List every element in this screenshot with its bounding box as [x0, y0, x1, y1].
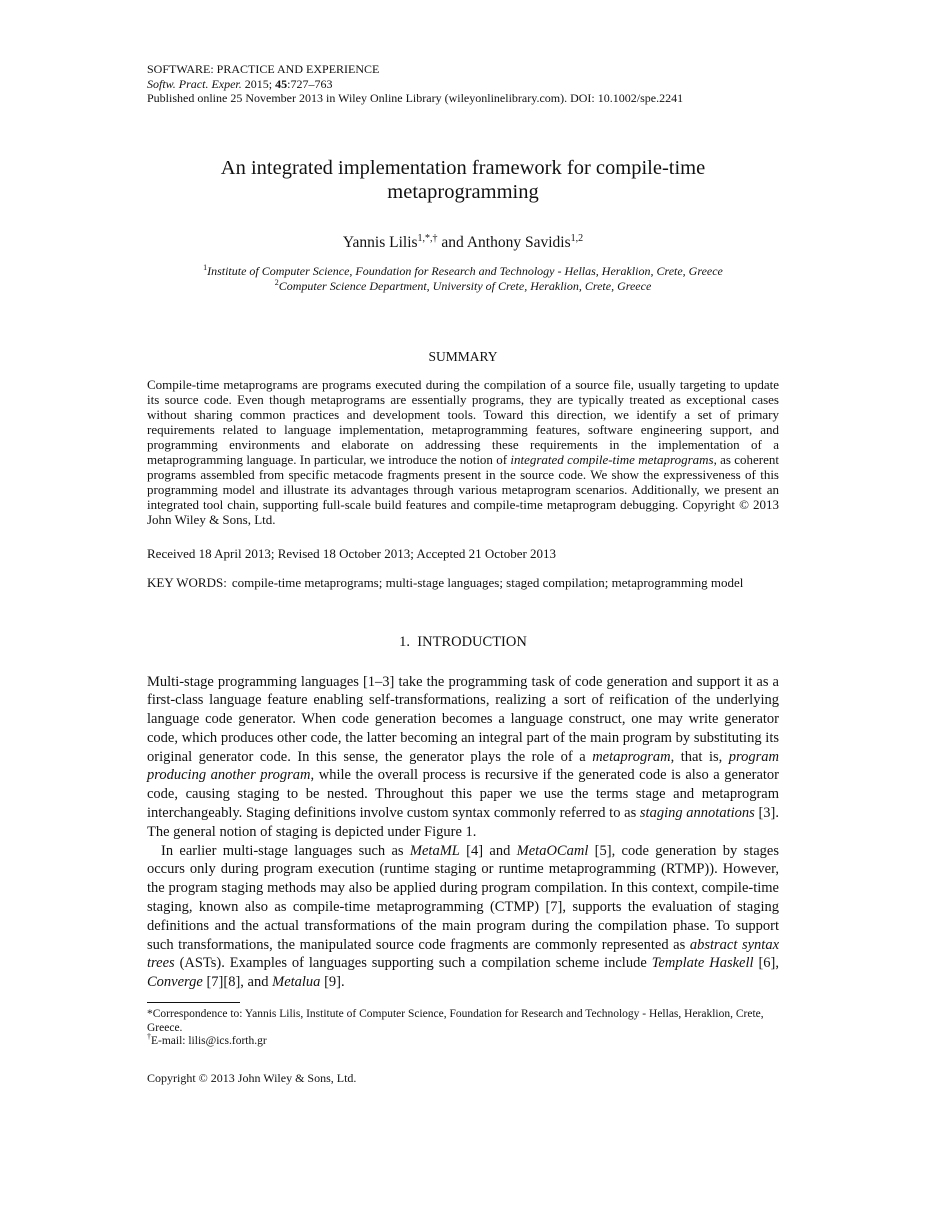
citation-journal: Softw. Pract. Exper. — [147, 76, 242, 91]
journal-header — [147, 62, 779, 106]
citation-pages: :727–763 — [287, 76, 333, 91]
summary-italic-term: integrated compile-time metaprograms — [510, 451, 714, 467]
summary-text — [147, 377, 779, 527]
p2-italic-6: Metalua — [272, 974, 321, 991]
author-conjunction: and — [437, 233, 467, 251]
intro-paragraph-2 — [147, 842, 779, 992]
copyright-footer: Copyright © 2013 John Wiley & Sons, Ltd. — [147, 1070, 357, 1085]
citation-volume: 45 — [275, 76, 288, 91]
keywords-label: KEY WORDS: — [147, 574, 227, 590]
title-line-2: metaprogramming — [387, 180, 539, 203]
section-heading-introduction: 1. INTRODUCTION — [399, 633, 527, 650]
affiliation-2 — [147, 279, 779, 294]
intro-paragraph-1 — [147, 673, 779, 842]
p1-text-d: [3]. The general notion of staging is depicted under Figure 1. — [147, 805, 779, 840]
summary-heading: SUMMARY — [428, 348, 498, 364]
p1-text-b: , that is, — [670, 748, 729, 765]
journal-name: SOFTWARE: PRACTICE AND EXPERIENCE — [147, 62, 380, 76]
footnote-2-text: E-mail: lilis@ics.forth.gr — [151, 1035, 267, 1048]
footnote-divider — [147, 1002, 240, 1003]
keywords — [147, 575, 779, 590]
affiliation-1-text: Institute of Computer Science, Foundation for Research and Technology - Hellas, Heraklion, Crete, Greece — [207, 263, 723, 278]
author-2-marks: 1,2 — [570, 232, 584, 244]
keywords-value: compile-time metaprograms; multi-stage languages; staged compilation; metaprogramming model — [231, 574, 744, 590]
p2-italic-5: Converge — [147, 974, 203, 991]
affiliation-2-text: Computer Science Department, University of Crete, Heraklion, Crete, Greece — [278, 278, 652, 293]
publication-info: Published online 25 November 2013 in Wiley Online Library (wileyonlinelibrary.com). DOI: 10.1002/spe.2241 — [147, 91, 684, 105]
paper-title — [147, 156, 779, 204]
received-dates: Received 18 April 2013; Revised 18 October 2013; Accepted 21 October 2013 — [147, 545, 557, 561]
p2-text-e: [6], — [753, 955, 779, 972]
p1-text-a: Multi-stage programming languages [1–3] take the programming task of code generation and support it as a first-class language feature enabling self-transformations, realizing a sort of reification of the underlying language code generator. When code generation becomes a language construct, one may write generator code, which produces other code, the latter becoming an integral part of the main program by substituting its original generator code. In this sense, the generator plays the role of a — [147, 673, 779, 765]
p2-text-b: [4] and — [459, 842, 517, 859]
p2-italic-3: abstract syntax trees — [147, 936, 779, 972]
p1-italic-2: program producing another program — [147, 748, 779, 784]
journal-citation — [147, 77, 779, 92]
affiliation-1 — [147, 264, 779, 279]
p2-text-g: [9]. — [320, 974, 345, 991]
p2-italic-4: Template Haskell — [651, 955, 754, 972]
p2-text-f: [7][8], and — [202, 974, 273, 991]
p2-text-c: [5], code generation by stages occurs only during program execution (runtime staging or runtime metaprogramming (RTMP)). However, the program staging methods may also be applied during program compilation. In this context, compile-time staging, known also as compile-time metaprogramming (CTMP) [7], supports the evaluation of staging definitions and the actual transformations of the main program during the compilation phase. To support such transformations, the manipulated source code fragments are commonly represented as — [147, 842, 779, 953]
p2-italic-1: MetaML — [409, 842, 460, 859]
title-line-1: An integrated implementation framework for compile-time — [220, 156, 706, 179]
p1-text-c: , while the overall process is recursive if the generated code is also a generator code, causing staging to be nested. Throughout this paper we use the terms stage and metaprogram interchangeably. Staging definitions involve custom syntax commonly referred to as — [147, 767, 779, 822]
footnote-correspondence — [147, 1008, 779, 1035]
p1-italic-3: staging annotations — [639, 805, 755, 822]
paper-page — [147, 62, 779, 1085]
summary-part-1: Compile-time metaprograms are programs executed during the compilation of a source file, usually targeting to update its source code. Even though metaprograms are essentially programs, they are typically treated as exceptional cases without sharing common practices and development tools. Toward this direction, we identify a set of primary requirements related to language implementation, metaprogramming features, software engineering support, and programming environments and elaborate on addressing these requirements in the implementation of a metaprogramming language. In particular, we introduce the notion of — [147, 376, 779, 467]
affiliation-1-mark: 1 — [203, 262, 208, 272]
introduction-body — [147, 673, 779, 993]
footnote-email — [147, 1032, 779, 1049]
p1-italic-1: metaprogram — [592, 748, 671, 765]
summary-part-2: , as coherent programs assembled from specific metacode fragments present in the source code. We show the expressiveness of this programming model and illustrate its advantages through various metaprogram scenarios. Additionally, we present an integrated tool chain, supporting full-scale build features and compile-time metaprogram debugging. Copyright © 2013 John Wiley & Sons, Ltd. — [147, 451, 779, 527]
author-1: Yannis Lilis — [342, 233, 418, 251]
author-list — [147, 234, 779, 252]
footnotes — [147, 1008, 779, 1049]
affiliation-2-mark: 2 — [274, 277, 279, 287]
citation-year: 2015; — [241, 76, 276, 91]
p2-text-d: (ASTs). Examples of languages supporting such a compilation scheme include — [174, 955, 652, 972]
author-1-marks: 1,*,† — [417, 232, 438, 244]
affiliations — [147, 264, 779, 294]
footnote-1-mark: * — [147, 1008, 153, 1021]
footnote-2-mark: † — [147, 1032, 151, 1042]
author-2: Anthony Savidis — [466, 233, 571, 251]
p2-italic-2: MetaOCaml — [516, 842, 589, 859]
p2-text-a: In earlier multi-stage languages such as — [161, 842, 410, 859]
footnote-1-text: Correspondence to: Yannis Lilis, Institute of Computer Science, Foundation for Research and Technology - Hellas, Heraklion, Crete, Greece. — [147, 1008, 764, 1034]
